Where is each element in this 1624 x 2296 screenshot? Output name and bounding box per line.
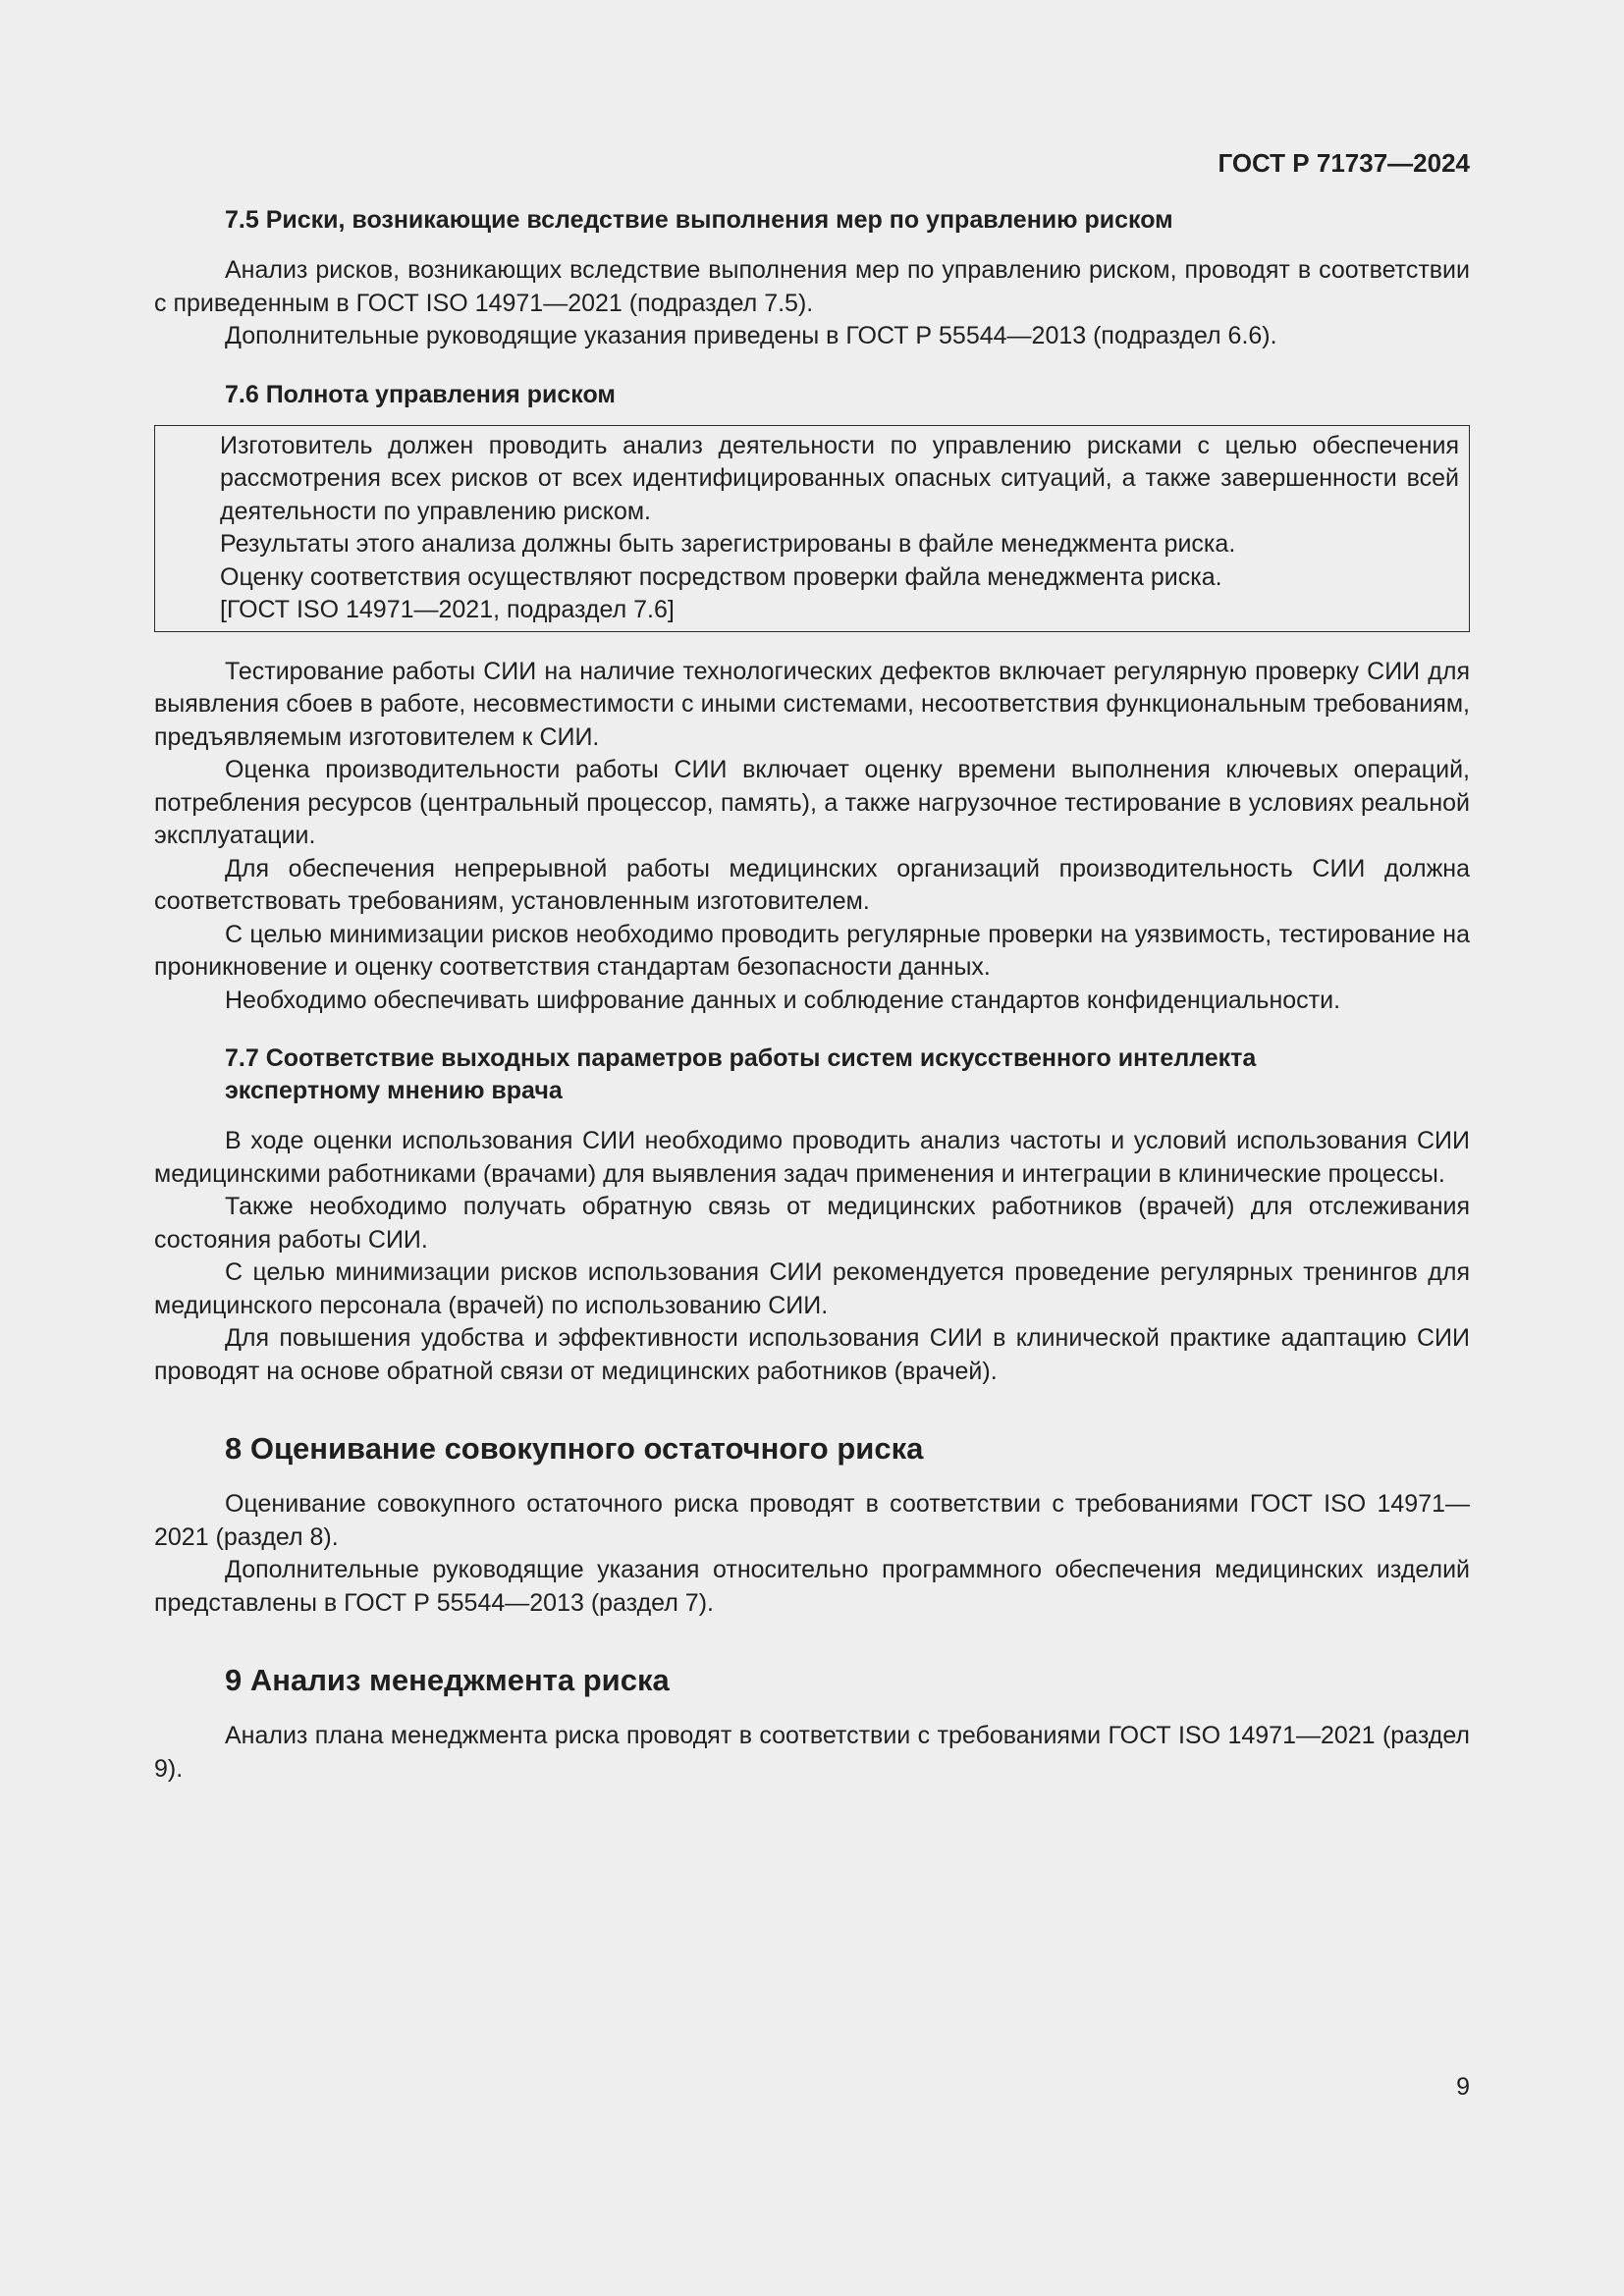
box-paragraph: Результаты этого анализа должны быть зарегистрированы в файле менеджмента риска.: [220, 530, 1236, 558]
page-number: 9: [1456, 2073, 1470, 2101]
section-7-7-heading-line1: 7.7 Соответствие выходных параметров работы систем искусственного интеллекта: [225, 1044, 1257, 1072]
section-8-heading: 8 Оценивание совокупного остаточного риска: [225, 1431, 924, 1466]
paragraph: Также необходимо получать обратную связь от медицинских работников (врачей) для отслеживания состояния работы СИИ.: [154, 1193, 1470, 1254]
box-paragraph: Изготовитель должен проводить анализ деятельности по управлению рисками с целью обеспечения рассмотрения всех рисков от всех идентифицированных опасных ситуаций, а также завершенности всей деятельности по управлению риском.: [220, 431, 1459, 525]
document-page: [154, 147, 1470, 1811]
section-9-body: [154, 1720, 1470, 1786]
paragraph: Для обеспечения непрерывной работы медицинских организаций производительность СИИ должна соответствовать требованиям, установленным изготовителем.: [154, 854, 1470, 915]
section-7-7-body: [154, 1125, 1470, 1388]
quoted-requirement-box: [154, 425, 1470, 632]
section-7-6-body: [154, 656, 1470, 1018]
box-paragraph: Оценку соответствия осуществляют посредством проверки файла менеджмента риска.: [220, 562, 1222, 591]
paragraph: Дополнительные руководящие указания приведены в ГОСТ Р 55544—2013 (подраздел 6.6).: [225, 322, 1277, 349]
section-8-body: [154, 1488, 1470, 1620]
section-7-5-body: [154, 254, 1470, 353]
section-7-7-heading-line2: экспертному мнению врача: [225, 1077, 563, 1104]
paragraph: Для повышения удобства и эффективности использования СИИ в клинической практике адаптацию СИИ проводят на основе обратной связи от медицинских работников (врачей).: [154, 1324, 1470, 1385]
paragraph: С целью минимизации рисков использования СИИ рекомендуется проведение регулярных тренингов для медицинского персонала (врачей) по использованию СИИ.: [154, 1258, 1470, 1319]
paragraph: Оценка производительности работы СИИ включает оценку времени выполнения ключевых операций, потребления ресурсов (центральный процессор, память), а также нагрузочное тестирование в условиях реальной эксплуатации.: [154, 756, 1470, 849]
document-header: ГОСТ Р 71737—2024: [1218, 148, 1470, 178]
paragraph: Анализ рисков, возникающих вследствие выполнения мер по управлению риском, проводят в соответствии с приведенным в ГОСТ ISO 14971—2021 (подраздел 7.5).: [154, 256, 1470, 317]
box-reference: [ГОСТ ISO 14971—2021, подраздел 7.6]: [220, 596, 675, 623]
paragraph: Оценивание совокупного остаточного риска проводят в соответствии с требованиями ГОСТ ISO 14971—2021 (раздел 8).: [154, 1490, 1470, 1551]
section-7-5-heading: 7.5 Риски, возникающие вследствие выполнения мер по управлению риском: [225, 206, 1173, 234]
section-7-7-heading: [154, 1042, 1470, 1107]
paragraph: В ходе оценки использования СИИ необходимо проводить анализ частоты и условий использования СИИ медицинскими работниками (врачами) для выявления задач применения и интеграции в клинические процессы.: [154, 1127, 1470, 1188]
paragraph: Дополнительные руководящие указания относительно программного обеспечения медицинских изделий представлены в ГОСТ Р 55544—2013 (раздел 7).: [154, 1556, 1470, 1617]
paragraph: Анализ плана менеджмента риска проводят в соответствии с требованиями ГОСТ ISO 14971—2021 (раздел 9).: [154, 1722, 1470, 1783]
section-7-6-heading: 7.6 Полнота управления риском: [225, 380, 616, 408]
paragraph: Тестирование работы СИИ на наличие технологических дефектов включает регулярную проверку СИИ для выявления сбоев в работе, несовместимости с иными системами, несоответствия функциональным требованиям, предъявляемым изготовителем к СИИ.: [154, 657, 1470, 751]
paragraph: С целью минимизации рисков необходимо проводить регулярные проверки на уязвимость, тестирование на проникновение и оценку соответствия стандартам безопасности данных.: [154, 920, 1470, 981]
paragraph: Необходимо обеспечивать шифрование данных и соблюдение стандартов конфиденциальности.: [225, 986, 1341, 1014]
section-9-heading: 9 Анализ менеджмента риска: [225, 1663, 670, 1697]
